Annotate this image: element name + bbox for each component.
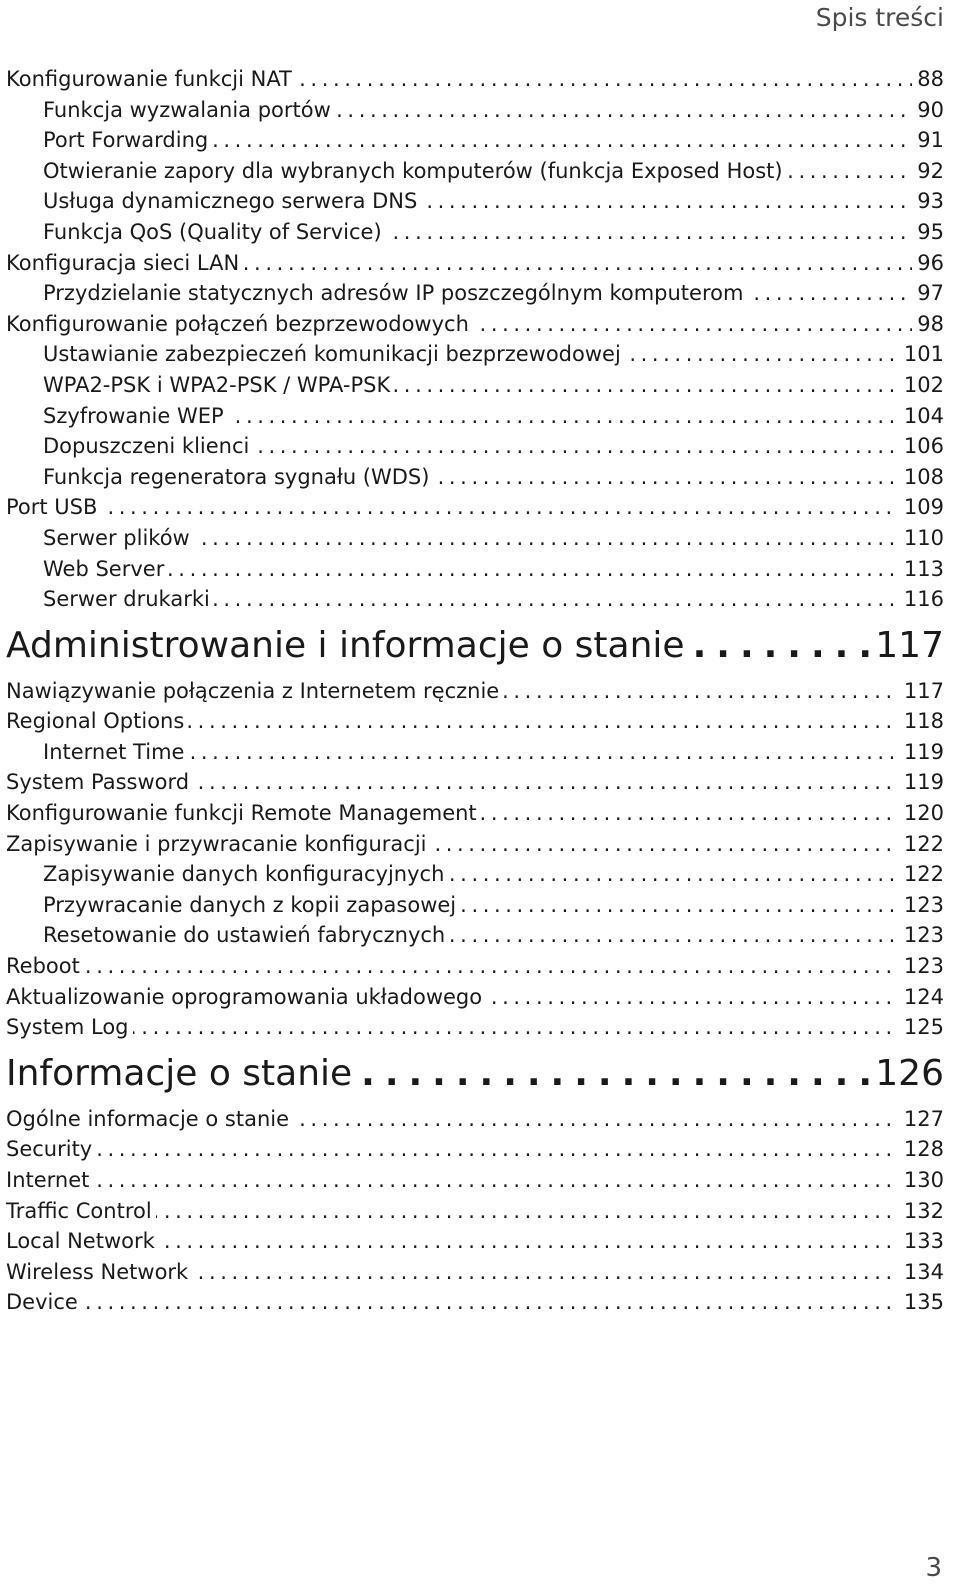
toc-entry-title: Port Forwarding [43,125,212,156]
toc-entry-page: 96 [912,248,944,279]
toc-entry-page: 97 [912,278,944,309]
toc-entry[interactable] [6,706,944,737]
toc-entry-title: Serwer drukarki [43,584,214,615]
toc-entry-title: Informacje o stanie [6,1044,356,1104]
toc-entry-page: 88 [912,64,944,95]
toc-entry-page: 104 [899,401,944,432]
toc-entry-page: 123 [899,920,944,951]
toc-entry-title: Funkcja regeneratora sygnału (WDS) [43,462,433,493]
toc-entry[interactable] [6,676,944,707]
toc-entry-title: Dopuszczeni klienci [43,431,253,462]
toc-entry-title: Konfigurowanie funkcji Remote Management [6,798,481,829]
toc-entry-page: 125 [899,1012,944,1043]
toc-entry[interactable] [6,431,944,462]
toc-entry-title: Aktualizowanie oprogramowania układowego [6,982,486,1013]
toc-entry[interactable] [6,1012,944,1043]
toc-entry-page: 113 [899,554,944,585]
toc-entry[interactable] [6,1257,944,1288]
toc-entry[interactable] [6,890,944,921]
toc-entry-page: 135 [899,1287,944,1318]
toc-entry-page: 102 [899,370,944,401]
toc-entry[interactable] [6,156,944,187]
toc-entry-title: Reboot [6,951,84,982]
toc-entry-page: 119 [899,737,944,768]
toc-entry[interactable] [6,64,944,95]
toc-entry-page: 124 [899,982,944,1013]
toc-entry-page: 90 [912,95,944,126]
toc-entry[interactable] [6,554,944,585]
toc-entry-page: 123 [899,890,944,921]
toc-entry-title: Konfigurowanie funkcji NAT [6,64,296,95]
toc-entry[interactable] [6,186,944,217]
toc-entry-page: 122 [899,829,944,860]
toc-dot-leader [6,1012,944,1043]
toc-entry-page: 126 [870,1044,944,1104]
toc-entry-page: 109 [899,492,944,523]
toc-entry[interactable] [6,278,944,309]
toc-entry-title: Funkcja QoS (Quality of Service) [43,217,386,248]
toc-section-heading[interactable] [6,1044,944,1104]
toc-entry[interactable] [6,859,944,890]
toc-entry-page: 122 [899,859,944,890]
toc-entry[interactable] [6,401,944,432]
toc-entry-title: Local Network [6,1226,159,1257]
toc-entry-title: Resetowanie do ustawień fabrycznych [43,920,449,951]
toc-entry-title: Device [6,1287,82,1318]
toc-entry-page: 116 [899,584,944,615]
toc-entry-title: Wireless Network [6,1257,192,1288]
toc-dot-leader [6,951,944,982]
toc-entry-page: 93 [912,186,944,217]
toc-entry-title: Funkcja wyzwalania portów [43,95,335,126]
toc-entry-page: 118 [899,706,944,737]
toc-entry[interactable] [6,370,944,401]
toc-entry-title: Zapisywanie danych konfiguracyjnych [43,859,448,890]
toc-entry-title: Serwer plików [43,523,194,554]
toc-entry-title: Otwieranie zapory dla wybranych komputerów (funkcja Exposed Host) [43,156,787,187]
toc-entry[interactable] [6,1226,944,1257]
toc-entry-page: 133 [899,1226,944,1257]
toc-dot-leader [43,554,944,585]
toc-entry-page: 134 [899,1257,944,1288]
toc-entry-page: 98 [912,309,944,340]
toc-entry-page: 110 [899,523,944,554]
toc-entry-page: 130 [899,1165,944,1196]
toc-entry[interactable] [6,492,944,523]
toc-entry-title: Usługa dynamicznego serwera DNS [43,186,421,217]
table-of-contents [6,64,944,1318]
toc-entry[interactable] [6,462,944,493]
toc-entry[interactable] [6,95,944,126]
toc-entry[interactable] [6,951,944,982]
toc-entry-title: Konfigurowanie połączeń bezprzewodowych [6,309,473,340]
toc-entry[interactable] [6,982,944,1013]
toc-entry[interactable] [6,217,944,248]
toc-entry-title: Internet Time [43,737,188,768]
toc-entry-title: Traffic Control [6,1196,156,1227]
toc-entry-title: Przydzielanie statycznych adresów IP poszczególnym komputerom [43,278,747,309]
toc-entry[interactable] [6,1165,944,1196]
toc-dot-leader [6,1165,944,1196]
toc-entry[interactable] [6,523,944,554]
toc-entry-title: Regional Options [6,706,188,737]
toc-entry-title: Konfiguracja sieci LAN [6,248,243,279]
toc-entry[interactable] [6,829,944,860]
toc-entry-title: Ogólne informacje o stanie [6,1104,293,1135]
toc-entry[interactable] [6,309,944,340]
toc-entry-page: 119 [899,767,944,798]
toc-entry-page: 120 [899,798,944,829]
toc-entry-title: Ustawianie zabezpieczeń komunikacji bezprzewodowej [43,339,625,370]
toc-entry-page: 91 [912,125,944,156]
toc-entry[interactable] [6,767,944,798]
toc-dot-leader [6,1287,944,1318]
toc-entry-page: 117 [899,676,944,707]
toc-entry-page: 95 [912,217,944,248]
toc-entry-title: Zapisywanie i przywracanie konfiguracji [6,829,430,860]
toc-entry-title: System Log [6,1012,133,1043]
toc-entry-title: Internet [6,1165,93,1196]
toc-entry-title: Security [6,1134,96,1165]
toc-entry-title: Web Server [43,554,168,585]
toc-entry[interactable] [6,339,944,370]
toc-entry-page: 117 [870,616,944,676]
toc-entry-page: 106 [899,431,944,462]
toc-entry-page: 128 [899,1134,944,1165]
running-header-title: Spis treści [815,3,944,32]
toc-section-heading[interactable] [6,616,944,676]
toc-entry[interactable] [6,1287,944,1318]
toc-entry-page: 132 [899,1196,944,1227]
toc-entry-page: 92 [912,156,944,187]
toc-entry-title: Szyfrowanie WEP [43,401,228,432]
toc-entry[interactable] [6,1104,944,1135]
toc-entry[interactable] [6,248,944,279]
toc-entry-title: Przywracanie danych z kopii zapasowej [43,890,460,921]
toc-entry-title: WPA2-PSK i WPA2-PSK / WPA-PSK [43,370,394,401]
toc-dot-leader [6,492,944,523]
toc-entry-title: Administrowanie i informacje o stanie [6,616,689,676]
toc-entry[interactable] [6,920,944,951]
toc-entry[interactable] [6,798,944,829]
toc-entry-title: Port USB [6,492,101,523]
toc-entry[interactable] [6,1134,944,1165]
toc-entry[interactable] [6,584,944,615]
toc-entry-page: 101 [899,339,944,370]
toc-dot-leader [6,1134,944,1165]
toc-entry-page: 127 [899,1104,944,1135]
page-number: 3 [925,1553,942,1583]
toc-entry[interactable] [6,1196,944,1227]
toc-entry[interactable] [6,737,944,768]
toc-entry[interactable] [6,125,944,156]
toc-entry-page: 123 [899,951,944,982]
toc-entry-title: Nawiązywanie połączenia z Internetem ręcznie [6,676,503,707]
toc-entry-title: System Password [6,767,193,798]
toc-entry-page: 108 [899,462,944,493]
